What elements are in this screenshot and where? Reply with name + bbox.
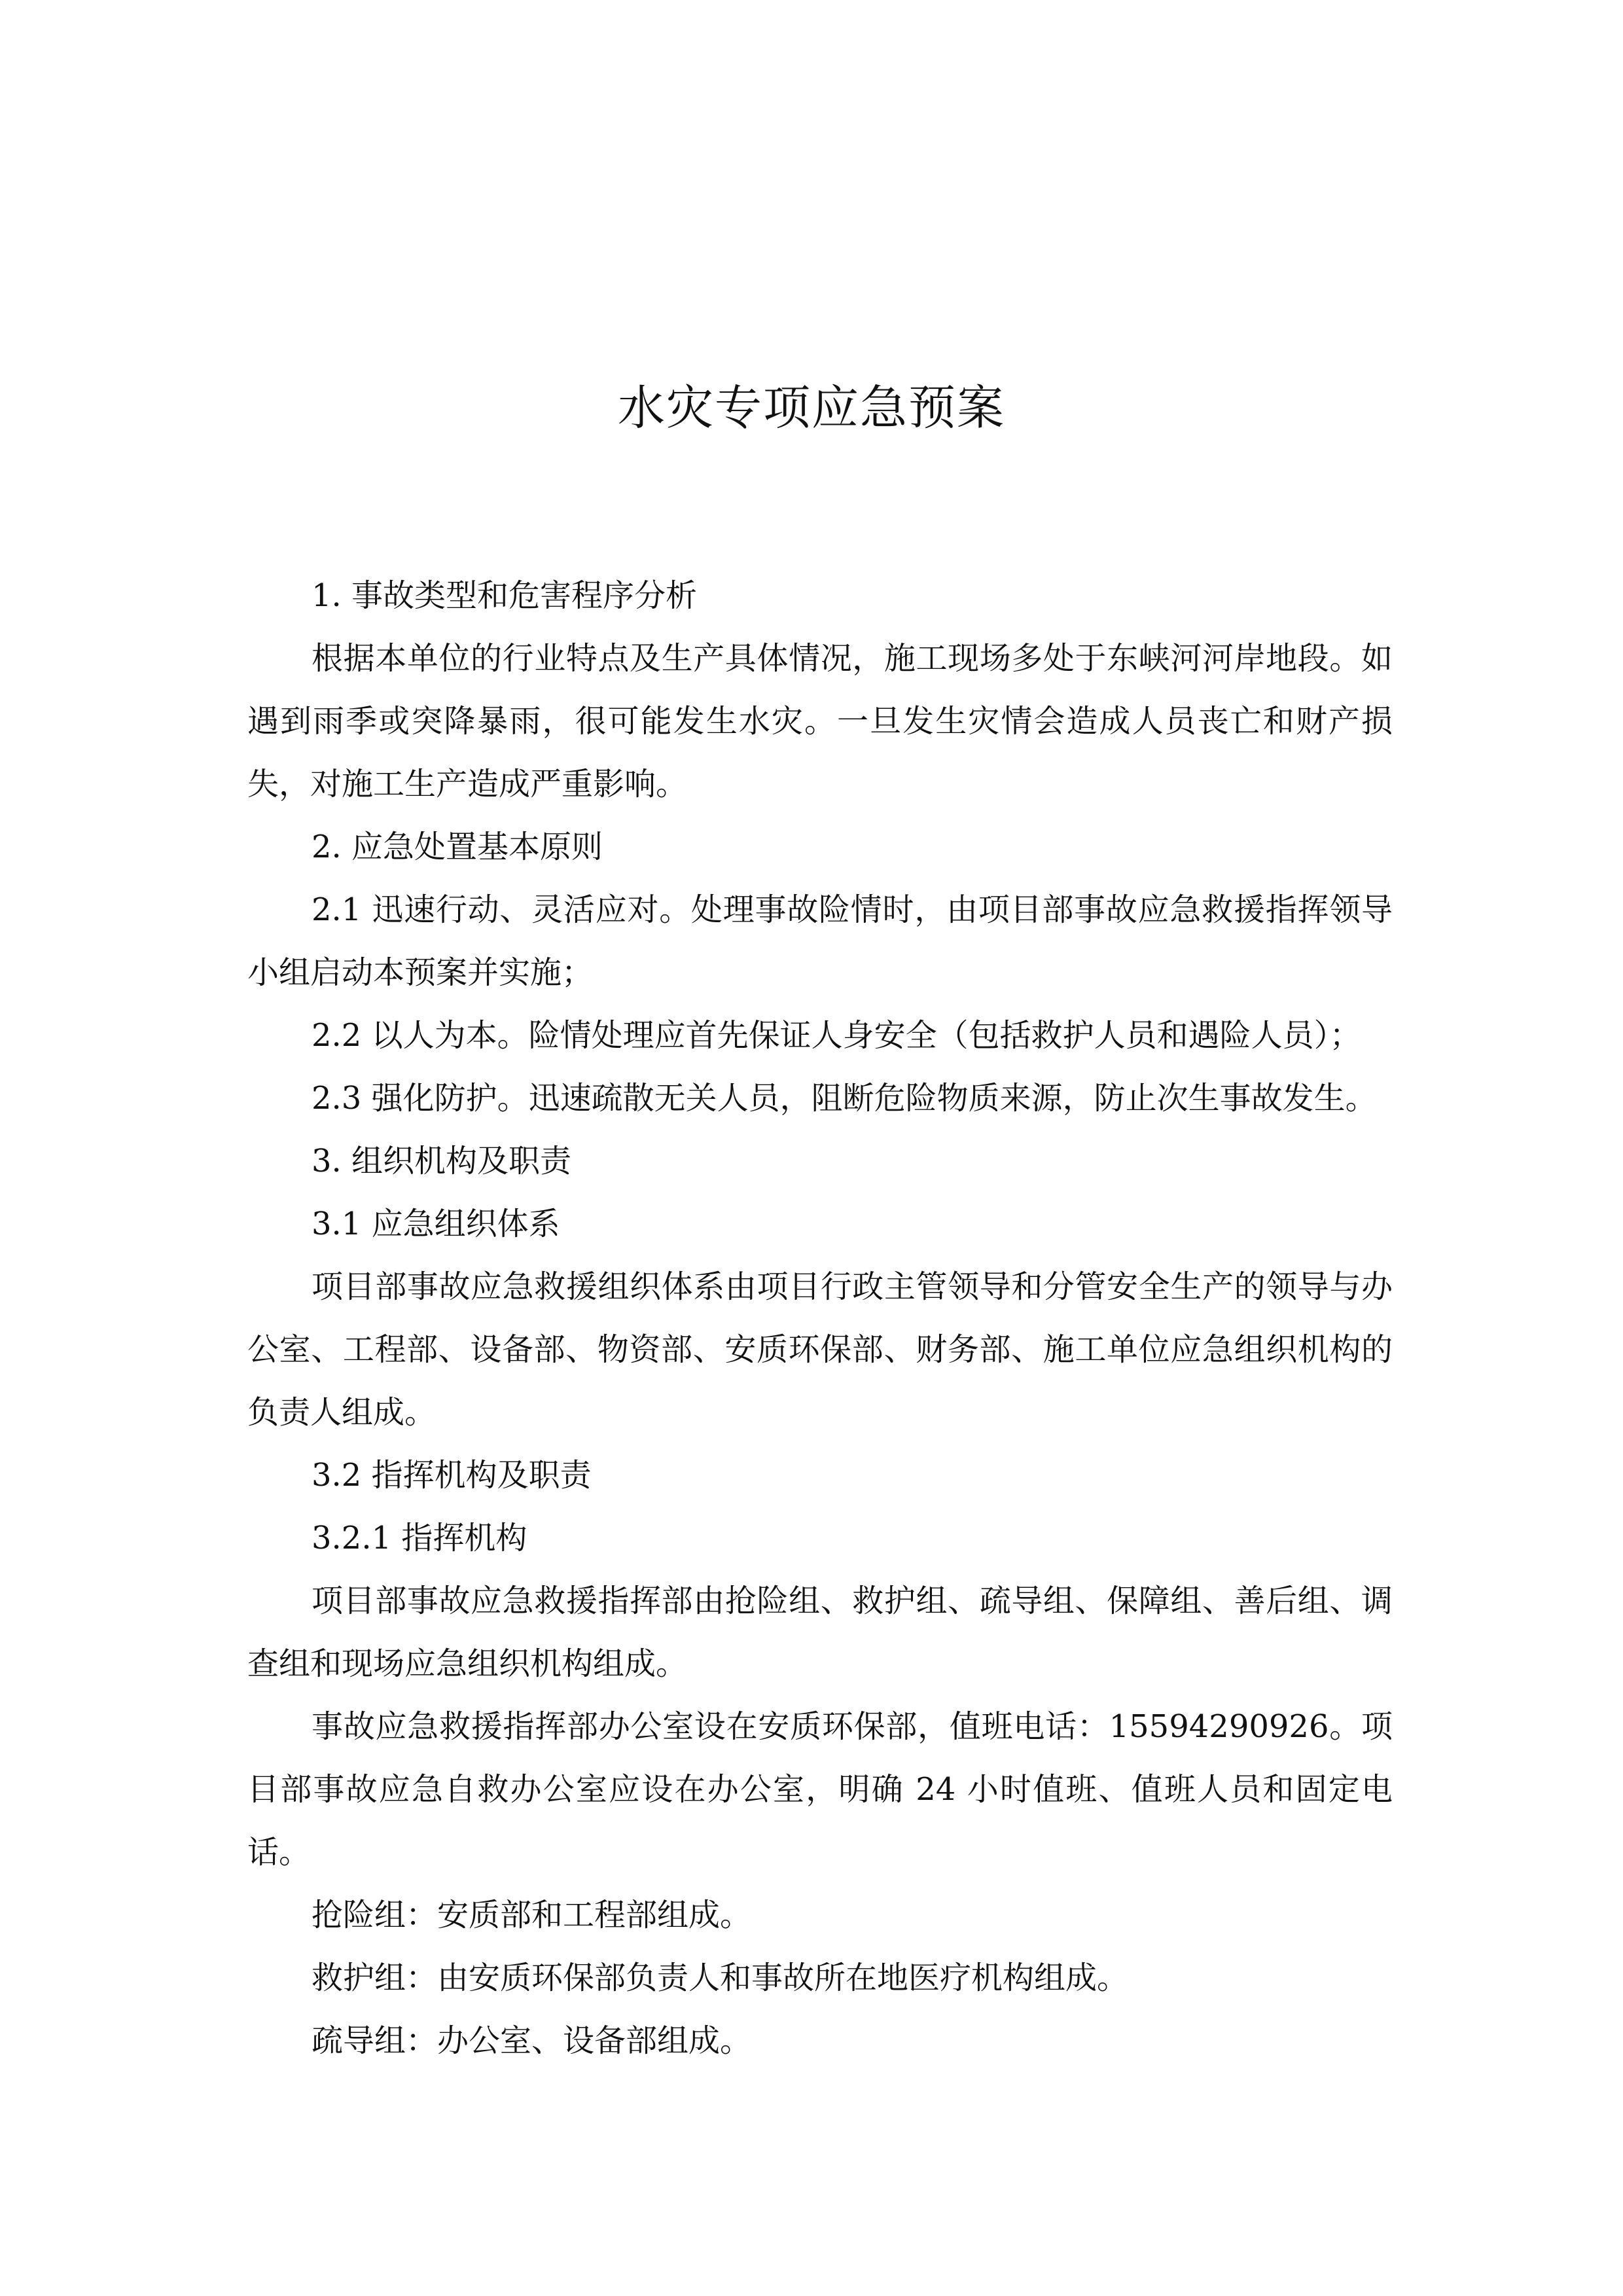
subsection-heading-3-2-1: 3.2.1 指挥机构 [312, 1520, 527, 1556]
paragraph-command-structure: 项目部事故应急救援指挥部由抢险组、救护组、疏导组、保障组、善后组、调查组和现场应急组织机构组成。 [247, 1583, 1393, 1682]
subsection-heading-3-1: 3.1 应急组织体系 [312, 1206, 560, 1242]
document-body [247, 564, 1393, 2072]
paragraph-medical-team: 救护组：由安质环保部负责人和事故所在地医疗机构组成。 [312, 1960, 1129, 1996]
subsection-heading-3-2: 3.2 指挥机构及职责 [312, 1457, 592, 1494]
section-heading-1: 1. 事故类型和危害程序分析 [312, 577, 698, 614]
paragraph-rescue-team: 抢险组：安质部和工程部组成。 [312, 1897, 752, 1933]
paragraph-principle-2-2: 2.2 以人为本。险情处理应首先保证人身安全（包括救护人员和遇险人员）； [312, 1017, 1361, 1054]
document-title: 水灾专项应急预案 [617, 380, 1005, 435]
paragraph-evacuation-team: 疏导组：办公室、设备部组成。 [312, 2022, 752, 2059]
section-heading-3: 3. 组织机构及职责 [312, 1143, 572, 1179]
section-heading-2: 2. 应急处置基本原则 [312, 829, 603, 865]
paragraph-principle-2-3: 2.3 强化防护。迅速疏散无关人员，阻断危险物质来源，防止次生事故发生。 [312, 1080, 1377, 1117]
paragraph-duty-office: 事故应急救援指挥部办公室设在安质环保部，值班电话：15594290926。项目部事故应急自救办公室应设在办公室，明确 24 小时值班、值班人员和固定电话。 [247, 1708, 1393, 1871]
paragraph-organization-system: 项目部事故应急救援组织体系由项目行政主管领导和分管安全生产的领导与办公室、工程部、设备部、物资部、安质环保部、财务部、施工单位应急组织机构的负责人组成。 [247, 1268, 1393, 1431]
paragraph-principle-2-1: 2.1 迅速行动、灵活应对。处理事故险情时，由项目部事故应急救援指挥领导小组启动本预案并实施； [247, 891, 1393, 991]
paragraph-accident-analysis: 根据本单位的行业特点及生产具体情况，施工现场多处于东峡河河岸地段。如遇到雨季或突降暴雨，很可能发生水灾。一旦发生灾情会造成人员丧亡和财产损失，对施工生产造成严重影响。 [247, 640, 1393, 802]
